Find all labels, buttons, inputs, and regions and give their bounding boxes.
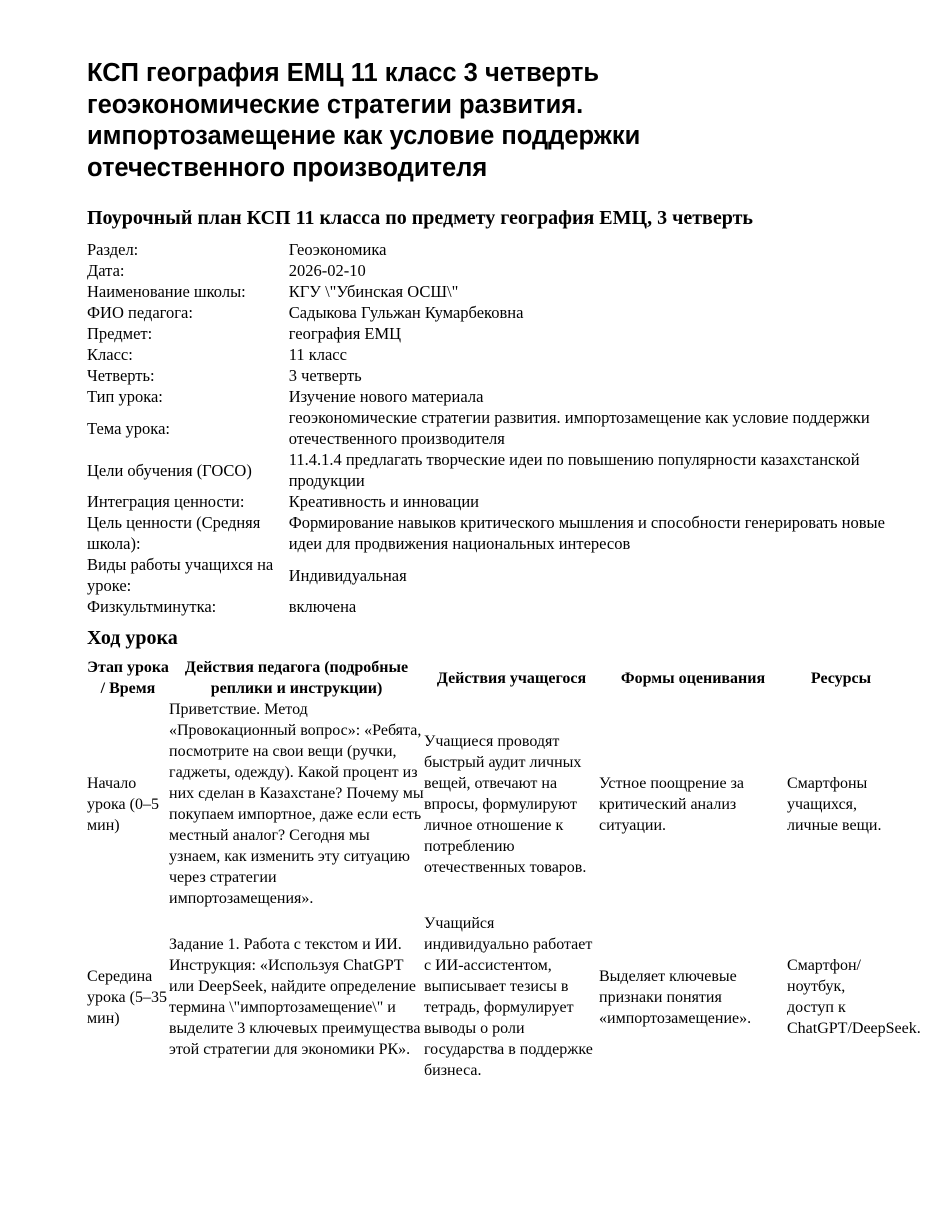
info-label: Цели обучения (ГОСО)	[87, 460, 252, 480]
info-label: Тип урока:	[87, 387, 163, 406]
student-actions-cell: Учащийся индивидуально работает с ИИ-ассистентом, выписывает тезисы в тетрадь, формулирует выводы о роли государства в поддержке бизнеса.	[424, 915, 593, 1079]
info-row	[87, 512, 897, 554]
header-stage: Этап урока / Время	[87, 659, 169, 697]
info-row	[87, 596, 897, 617]
info-value: КГУ \"Убинская ОСШ\"	[288, 282, 459, 301]
info-row	[87, 449, 897, 491]
lesson-row	[87, 909, 895, 1081]
info-value: 2026-02-10	[288, 261, 366, 280]
info-row	[87, 323, 897, 344]
header-teacher: Действия педагога (подробные реплики и инструкции)	[184, 659, 409, 697]
info-row	[87, 239, 897, 260]
info-row	[87, 302, 897, 323]
info-value: Формирование навыков критического мышления и способности генерировать новые идеи для продвижения национальных интересов	[288, 513, 885, 553]
info-row	[87, 407, 897, 449]
info-row	[87, 281, 897, 302]
assessment-cell: Выделяет ключевые признаки понятия «импортозамещение».	[599, 967, 752, 1027]
lesson-heading: Ход урока	[87, 627, 178, 649]
plan-subtitle: Поурочный план КСП 11 класса по предмету география ЕМЦ, 3 четверть	[87, 207, 753, 229]
info-value: Индивидуальная	[288, 565, 407, 585]
info-label: Физкультминутка:	[87, 597, 217, 616]
info-value: Изучение нового материала	[288, 387, 484, 406]
teacher-actions-cell: Задание 1. Работа с текстом и ИИ. Инструкция: «Используя ChatGPT или DeepSeek, найдите определение термина \"импортозамещение\" и выделите 3 ключевых преимущества этой стратегии для экономики РК».	[169, 936, 421, 1058]
info-label: Раздел:	[87, 240, 139, 259]
stage-cell: Начало урока (0–5 мин)	[87, 774, 159, 834]
info-label: Цель ценности (Средняя школа):	[87, 513, 261, 553]
info-label: Интеграция ценности:	[87, 492, 245, 511]
document-title: КСП география ЕМЦ 11 класс 3 четверть геоэкономические стратегии развития. импортозамещение как условие поддержки отечественного производителя	[87, 59, 641, 182]
header-resources: Ресурсы	[810, 669, 872, 687]
header-student: Действия учащегося	[436, 669, 587, 687]
info-label: ФИО педагога:	[87, 303, 193, 322]
info-value: 3 четверть	[288, 366, 362, 385]
info-row	[87, 491, 897, 512]
info-row	[87, 554, 897, 596]
info-value: 11 класс	[288, 345, 347, 364]
student-actions-cell: Учащиеся проводят быстрый аудит личных вещей, отвечают на впросы, формулируют личное отношение к потреблению отечественных товаров.	[424, 732, 587, 876]
resources-cell: Смартфон/ноутбук, доступ к ChatGPT/DeepSeek.	[787, 957, 921, 1037]
stage-cell: Середина урока (5–35 мин)	[87, 967, 167, 1027]
info-value: включена	[288, 597, 357, 616]
info-table	[87, 239, 897, 617]
info-label: Предмет:	[87, 324, 153, 343]
lesson-table	[87, 657, 921, 1081]
assessment-cell: Устное поощрение за критический анализ ситуации.	[599, 774, 744, 834]
info-value: геоэкономические стратегии развития. импортозамещение как условие поддержки отечественного производителя	[288, 408, 870, 448]
info-label: Виды работы учащихся на уроке:	[87, 555, 274, 595]
info-row	[87, 365, 897, 386]
info-row	[87, 386, 897, 407]
info-value: Садыкова Гульжан Кумарбековна	[288, 303, 524, 322]
info-label: Четверть:	[87, 366, 155, 385]
info-value: Креативность и инновации	[288, 492, 479, 511]
info-value: 11.4.1.4 предлагать творческие идеи по повышению популярности казахстанской продукции	[288, 450, 860, 490]
lesson-row	[87, 699, 895, 909]
teacher-actions-cell: Приветствие. Метод «Провокационный вопрос»: «Ребята, посмотрите на свои вещи (ручки, гаджеты, одежду). Какой процент из них сделан в Казахстане? Почему мы покупаем импортное, даже если есть местный аналог? Сегодня мы узнаем, как изменить эту ситуацию через стратегии импортозамещения».	[169, 701, 424, 907]
info-value: Геоэкономика	[288, 240, 387, 259]
info-label: Наименование школы:	[87, 282, 246, 301]
resources-cell: Смартфоны учащихся, личные вещи.	[787, 774, 882, 834]
info-row	[87, 260, 897, 281]
header-assessment: Формы оценивания	[620, 669, 766, 687]
info-row	[87, 344, 897, 365]
info-label: Дата:	[87, 261, 125, 280]
info-value: география ЕМЦ	[288, 324, 402, 343]
lesson-header-row	[87, 657, 895, 699]
info-label: Тема урока:	[87, 418, 170, 438]
info-label: Класс:	[87, 345, 133, 364]
document-page	[87, 58, 921, 1081]
